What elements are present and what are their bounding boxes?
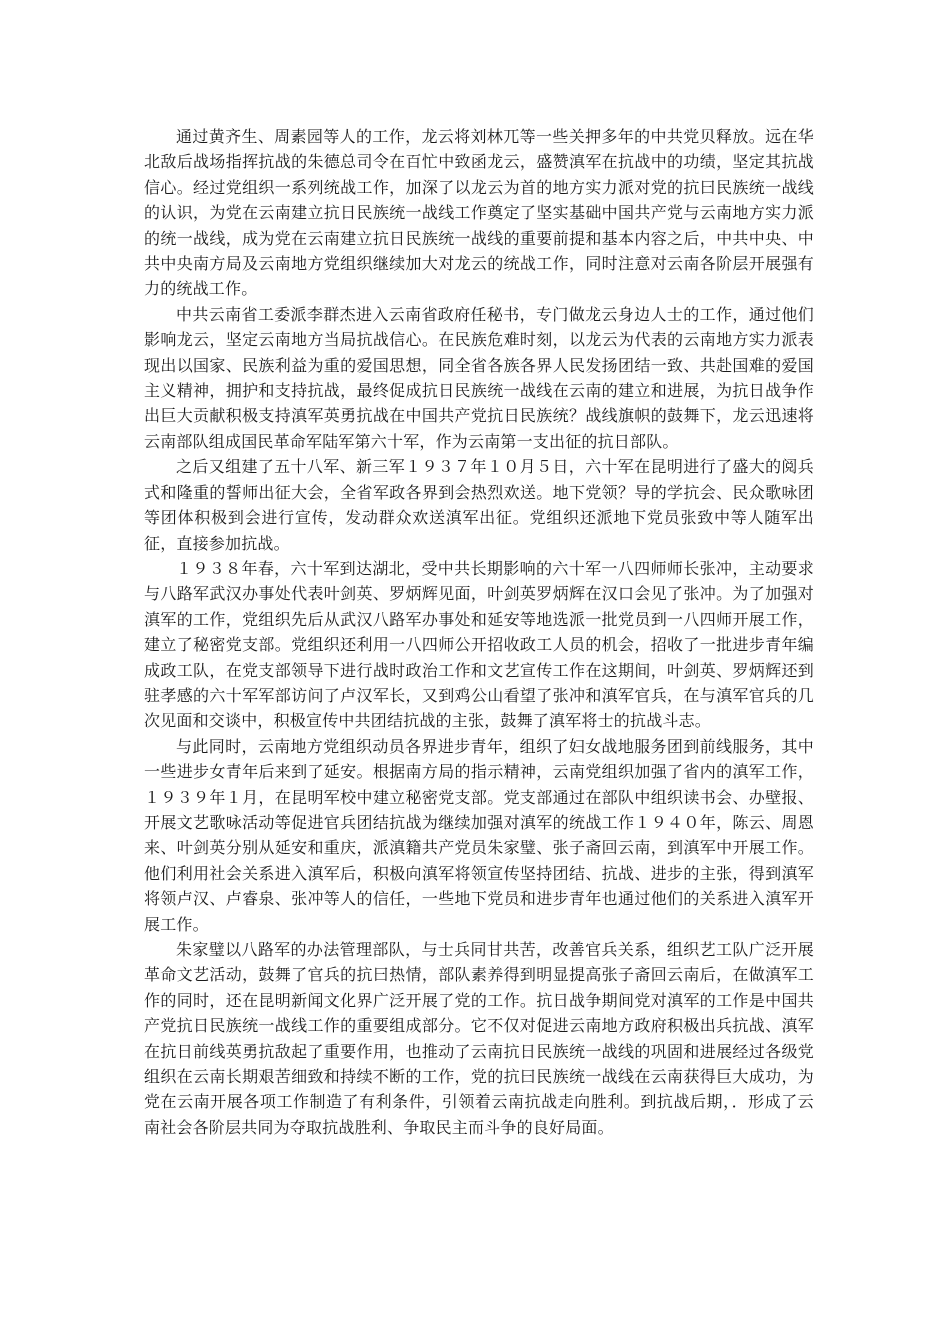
paragraph-3: 之后又组建了五十八军、新三军１９３７年１０月５日，六十军在昆明进行了盛大的阅兵式和隆重的誓师出征大会，全省军政各界到会热烈欢送。地下党领？导的学抗会、民众歌咏团等团体积极到会进行宣传，发动群众欢送滇军出征。党组织还派地下党员张致中等人随军出征，直接参加抗战。	[144, 457, 814, 553]
paragraph-6: 朱家璧以八路军的办法管理部队，与士兵同甘共苦，改善官兵关系，组织艺工队广泛开展革命文艺活动，鼓舞了官兵的抗曰热情，部队素养得到明显提高张子斋回云南后，在做滇军工作的同时，还在昆明新闻文化界广泛开展了党的工作。抗日战争期间党对滇军的工作是中国共产党抗日民族统一战线工作的重要组成部分。它不仅对促进云南地方政府积极出兵抗战、滇军在抗日前线英勇抗敌起了重要作用，也推动了云南抗日民族统一战线的巩固和进展经过各级党组织在云南长期艰苦细致和持续不断的工作，党的抗曰民族统一战线在云南获得巨大成功，为党在云南开展各项工作制造了有利条件，引领着云南抗战走向胜利。到抗战后期，．形成了云南社会各阶层共同为夺取抗战胜利、争取民主而斗争的良好局面。	[144, 940, 814, 1137]
paragraph-2: 中共云南省工委派李群杰进入云南省政府任秘书，专门做龙云身边人士的工作，通过他们影响龙云，坚定云南地方当局抗战信心。在民族危难时刻，以龙云为代表的云南地方实力派表现出以国家、民族利益为重的爱国思想，同全省各族各界人民发扬团结一致、共赴国难的爱国主义精神，拥护和支持抗战，最终促成抗日民族统一战线在云南的建立和进展，为抗日战争作出巨大贡献积极支持滇军英勇抗战在中国共产党抗日民族统？战线旗帜的鼓舞下，龙云迅速将云南部队组成国民革命军陆军第六十军，作为云南第一支出征的抗日部队。	[144, 304, 814, 451]
paragraph-4: １９３８年春，六十军到达湖北，受中共长期影响的六十军一八四师师长张冲，主动要求与八路军武汉办事处代表叶剑英、罗炳辉见面，叶剑英罗炳辉在汉口会见了张冲。为了加强对滇军的工作，党组织先后从武汉八路军办事处和延安等地选派一批党员到一八四师开展工作，建立了秘密党支部。党组织还利用一八四师公开招收政工人员的机会，招收了一批进步青年编成政工队，在党支部领导下进行战时政治工作和文艺宣传工作在这期间，叶剑英、罗炳辉还到驻孝感的六十军军部访问了卢汉军长，又到鸡公山看望了张冲和滇军官兵，在与滇军官兵的几次见面和交谈中，积极宣传中共团结抗战的主张，鼓舞了滇军将士的抗战斗志。	[144, 558, 814, 731]
document-body	[144, 124, 814, 1140]
paragraph-1: 通过黄齐生、周素园等人的工作，龙云将刘林兀等一些关押多年的中共党贝释放。远在华北敌后战场指挥抗战的朱德总司令在百忙中致函龙云，盛赞滇军在抗战中的功绩，坚定其抗战信心。经过党组织一系列统战工作，加深了以龙云为首的地方实力派对党的抗曰民族统一战线的认识，为党在云南建立抗日民族统一战线工作奠定了坚实基础中国共产党与云南地方实力派的统一战线，成为党在云南建立抗日民族统一战线的重要前提和基本内容之后，中共中央、中共中央南方局及云南地方党组织继续加大对龙云的统战工作，同时注意对云南各阶层开展强有力的统战工作。	[144, 127, 814, 299]
paragraph-5: 与此同时，云南地方党组织动员各界进步青年，组织了妇女战地服务团到前线服务，其中一些进步女青年后来到了延安。根据南方局的指示精神，云南党组织加强了省内的滇军工作，１９３９年１月，在昆明军校中建立秘密党支部。党支部通过在部队中组织读书会、办壁报、开展文艺歌咏活动等促进官兵团结抗战为继续加强对滇军的统战工作１９４０年，陈云、周恩来、叶剑英分别从延安和重庆，派滇籍共产党员朱家璧、张子斋回云南，到滇军中开展工作。他们利用社会关系进入滇军后，积极向滇军将领宣传坚持团结、抗战、进步的主张，得到滇军将领卢汉、卢睿泉、张冲等人的信任，一些地下党员和进步青年也通过他们的关系进入滇军开展工作。	[144, 736, 814, 934]
